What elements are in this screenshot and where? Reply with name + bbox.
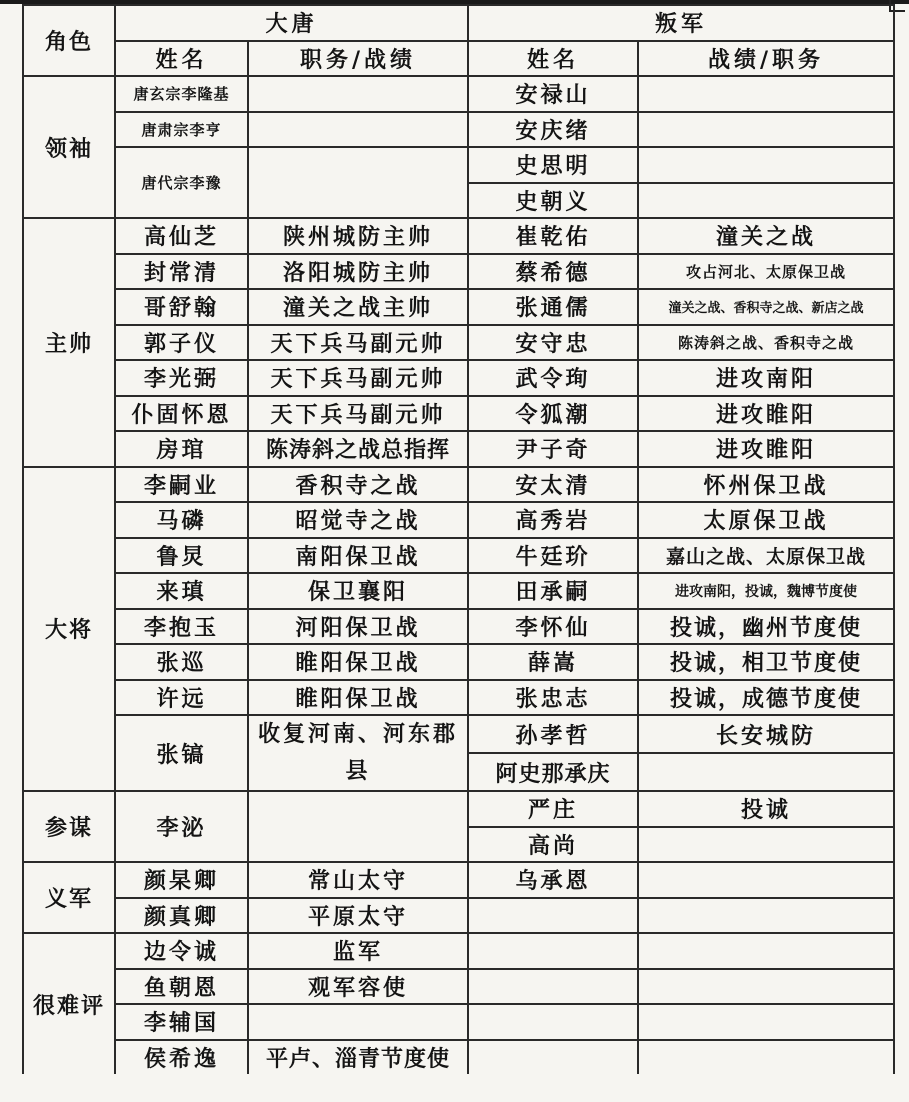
group-label-commander: 主帅 xyxy=(23,218,115,467)
rebel-name-cell xyxy=(468,898,638,934)
table-row xyxy=(23,644,894,680)
header-row-1 xyxy=(23,5,894,41)
rebel-duty-cell xyxy=(638,1040,894,1075)
tang-name-cell: 李光弼 xyxy=(115,360,248,396)
table-row xyxy=(23,1040,894,1075)
tang-name-cell: 李抱玉 xyxy=(115,609,248,645)
tang-name-cell: 高仙芝 xyxy=(115,218,248,254)
table-row xyxy=(23,147,894,183)
rebel-name-cell xyxy=(468,1004,638,1040)
tang-name-cell: 马磷 xyxy=(115,502,248,538)
rebel-name-cell: 孙孝哲 xyxy=(468,715,638,753)
rebel-duty-cell xyxy=(638,898,894,934)
rebel-duty-cell xyxy=(638,827,894,863)
tang-name-cell: 唐肃宗李亨 xyxy=(115,112,248,148)
group-label-leader: 领袖 xyxy=(23,76,115,218)
group-label-advisor: 参谋 xyxy=(23,791,115,862)
table-row xyxy=(23,254,894,290)
roster-table xyxy=(22,4,895,1074)
rebel-duty-cell: 投诚 xyxy=(638,791,894,827)
rebel-name-cell: 张通儒 xyxy=(468,289,638,325)
rebel-name-cell: 安守忠 xyxy=(468,325,638,361)
tang-duty-cell: 河阳保卫战 xyxy=(248,609,468,645)
table-row xyxy=(23,360,894,396)
rebel-name-cell: 安禄山 xyxy=(468,76,638,112)
rebel-duty-cell xyxy=(638,147,894,183)
tang-duty-cell: 潼关之战主帅 xyxy=(248,289,468,325)
tang-name-cell: 哥舒翰 xyxy=(115,289,248,325)
tang-name-cell: 颜真卿 xyxy=(115,898,248,934)
rebel-name-cell: 高尚 xyxy=(468,827,638,863)
rebel-name-cell: 田承嗣 xyxy=(468,573,638,609)
group-label-hard: 很难评 xyxy=(23,933,115,1074)
rebel-name-cell: 安庆绪 xyxy=(468,112,638,148)
rebel-name-cell: 武令珣 xyxy=(468,360,638,396)
rebel-name-cell: 史朝义 xyxy=(468,183,638,219)
header-row-2 xyxy=(23,41,894,77)
rebel-name-cell xyxy=(468,969,638,1005)
rebel-duty-cell xyxy=(638,1004,894,1040)
rebel-name-cell: 薛嵩 xyxy=(468,644,638,680)
tang-duty-cell: 观军容使 xyxy=(248,969,468,1005)
table-row xyxy=(23,898,894,934)
tang-duty-cell: 保卫襄阳 xyxy=(248,573,468,609)
rebel-name-cell xyxy=(468,1040,638,1075)
table-row xyxy=(23,680,894,716)
tang-name-cell: 鱼朝恩 xyxy=(115,969,248,1005)
rebel-name-cell: 崔乾佑 xyxy=(468,218,638,254)
rebel-duty-cell: 潼关之战 xyxy=(638,218,894,254)
rebel-duty-cell: 进攻睢阳 xyxy=(638,396,894,432)
tang-duty-cell: 天下兵马副元帅 xyxy=(248,360,468,396)
tang-name-cell: 仆固怀恩 xyxy=(115,396,248,432)
tang-name-cell: 房琯 xyxy=(115,431,248,467)
tang-name-cell: 许远 xyxy=(115,680,248,716)
tang-duty-cell: 洛阳城防主帅 xyxy=(248,254,468,290)
table-row xyxy=(23,609,894,645)
tang-duty-cell: 天下兵马副元帅 xyxy=(248,396,468,432)
rebel-duty-cell: 进攻睢阳 xyxy=(638,431,894,467)
tang-duty-cell: 常山太守 xyxy=(248,862,468,898)
tang-duty-cell xyxy=(248,112,468,148)
tang-name-cell: 张巡 xyxy=(115,644,248,680)
table-row xyxy=(23,289,894,325)
tang-name-cell: 鲁炅 xyxy=(115,538,248,574)
rebel-duty-cell: 潼关之战、香积寺之战、新店之战 xyxy=(638,289,894,325)
table-row xyxy=(23,573,894,609)
rebel-duty-cell xyxy=(638,969,894,1005)
table-row xyxy=(23,431,894,467)
tang-duty-cell: 陈涛斜之战总指挥 xyxy=(248,431,468,467)
tang-duty-cell xyxy=(248,76,468,112)
rebel-duty-cell: 陈涛斜之战、香积寺之战 xyxy=(638,325,894,361)
rebel-name-cell: 张忠志 xyxy=(468,680,638,716)
rebel-header: 叛军 xyxy=(468,5,894,41)
table-row xyxy=(23,76,894,112)
table-row xyxy=(23,112,894,148)
tang-name-cell: 侯希逸 xyxy=(115,1040,248,1075)
tang-name-cell: 李泌 xyxy=(115,791,248,862)
rebel-name-cell: 尹子奇 xyxy=(468,431,638,467)
rebel-name-cell: 令狐潮 xyxy=(468,396,638,432)
tang-header: 大唐 xyxy=(115,5,468,41)
rebel-duty-cell: 投诚，幽州节度使 xyxy=(638,609,894,645)
table-row xyxy=(23,1004,894,1040)
rebel-duty-cell xyxy=(638,76,894,112)
rebel-duty-cell: 进攻南阳 xyxy=(638,360,894,396)
tang-name-cell: 边令诚 xyxy=(115,933,248,969)
rebel-name-cell: 阿史那承庆 xyxy=(468,753,638,791)
table-row xyxy=(23,538,894,574)
table-row xyxy=(23,396,894,432)
tang-duty-cell: 昭觉寺之战 xyxy=(248,502,468,538)
table-row xyxy=(23,218,894,254)
tang-name-cell: 郭子仪 xyxy=(115,325,248,361)
tang-duty-cell: 睢阳保卫战 xyxy=(248,644,468,680)
rebel-duty-cell: 怀州保卫战 xyxy=(638,467,894,503)
rebel-duty-cell: 投诚，相卫节度使 xyxy=(638,644,894,680)
tang-duty-cell: 南阳保卫战 xyxy=(248,538,468,574)
table-row xyxy=(23,933,894,969)
tang-name-cell: 张镐 xyxy=(115,715,248,791)
rebel-duty-cell: 长安城防 xyxy=(638,715,894,753)
tang-duty-cell: 平原太守 xyxy=(248,898,468,934)
rebel-duty-cell: 太原保卫战 xyxy=(638,502,894,538)
rebel-duty-cell: 进攻南阳，投诚，魏博节度使 xyxy=(638,573,894,609)
tang-name-cell: 颜杲卿 xyxy=(115,862,248,898)
role-header: 角色 xyxy=(23,5,115,76)
rebel-duty-cell: 投诚，成德节度使 xyxy=(638,680,894,716)
tang-name-header: 姓名 xyxy=(115,41,248,77)
rebel-name-cell: 严庄 xyxy=(468,791,638,827)
table-row xyxy=(23,715,894,753)
tang-duty-cell: 香积寺之战 xyxy=(248,467,468,503)
rebel-name-cell: 李怀仙 xyxy=(468,609,638,645)
tang-name-cell: 唐玄宗李隆基 xyxy=(115,76,248,112)
rebel-duty-cell xyxy=(638,112,894,148)
tang-duty-cell xyxy=(248,791,468,862)
rebel-duty-cell xyxy=(638,933,894,969)
table-row xyxy=(23,862,894,898)
table-row xyxy=(23,325,894,361)
rebel-duty-header: 战绩/职务 xyxy=(638,41,894,77)
group-label-militia: 义军 xyxy=(23,862,115,933)
group-label-general: 大将 xyxy=(23,467,115,792)
tang-duty-cell: 天下兵马副元帅 xyxy=(248,325,468,361)
tang-duty-header: 职务/战绩 xyxy=(248,41,468,77)
rebel-name-cell: 安太清 xyxy=(468,467,638,503)
tang-name-cell: 唐代宗李豫 xyxy=(115,147,248,218)
tang-name-cell: 来瑱 xyxy=(115,573,248,609)
tang-duty-cell xyxy=(248,1004,468,1040)
tang-duty-cell xyxy=(248,147,468,218)
tang-name-cell: 李辅国 xyxy=(115,1004,248,1040)
tang-duty-cell: 平卢、淄青节度使 xyxy=(248,1040,468,1075)
tang-name-cell: 封常清 xyxy=(115,254,248,290)
rebel-duty-cell: 嘉山之战、太原保卫战 xyxy=(638,538,894,574)
rebel-duty-cell xyxy=(638,183,894,219)
rebel-name-cell: 牛廷玠 xyxy=(468,538,638,574)
tang-duty-cell: 陕州城防主帅 xyxy=(248,218,468,254)
rebel-name-cell: 高秀岩 xyxy=(468,502,638,538)
rebel-duty-cell xyxy=(638,862,894,898)
table-row xyxy=(23,502,894,538)
tang-duty-cell: 收复河南、河东郡县 xyxy=(248,715,468,791)
rebel-duty-cell: 攻占河北、太原保卫战 xyxy=(638,254,894,290)
rebel-name-cell: 史思明 xyxy=(468,147,638,183)
rebel-name-header: 姓名 xyxy=(468,41,638,77)
table-row xyxy=(23,969,894,1005)
tang-duty-cell: 监军 xyxy=(248,933,468,969)
rebel-duty-cell xyxy=(638,753,894,791)
table-row xyxy=(23,791,894,827)
table-row xyxy=(23,467,894,503)
tang-duty-cell: 睢阳保卫战 xyxy=(248,680,468,716)
tang-name-cell: 李嗣业 xyxy=(115,467,248,503)
rebel-name-cell xyxy=(468,933,638,969)
rebel-name-cell: 蔡希德 xyxy=(468,254,638,290)
rebel-name-cell: 乌承恩 xyxy=(468,862,638,898)
